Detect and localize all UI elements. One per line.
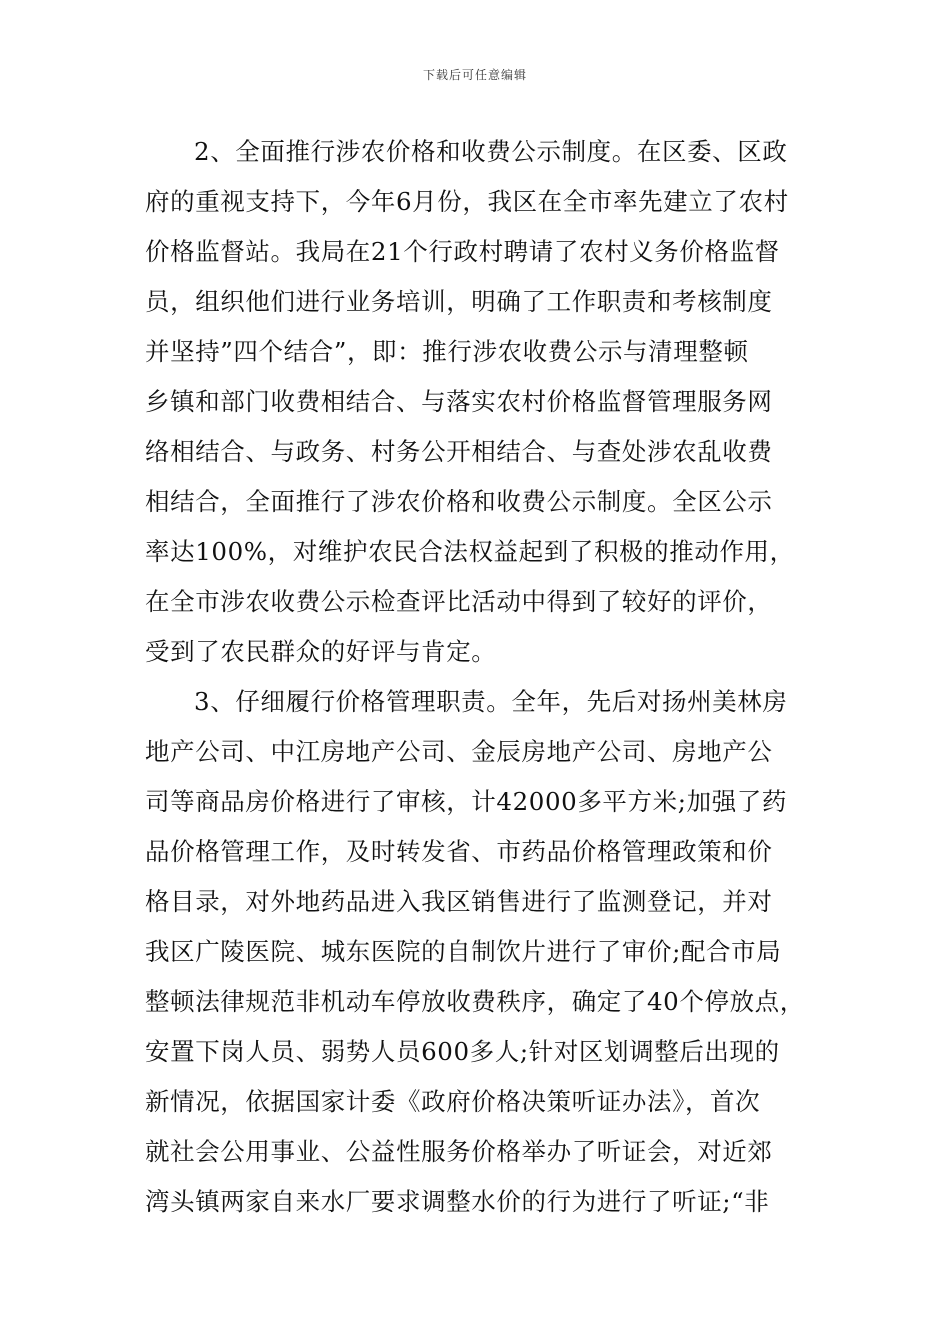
text-line: 相结合，全面推行了涉农价格和收费公示制度。全区公示 (145, 487, 773, 516)
paragraph-1 (145, 127, 811, 677)
text-line: 品价格管理工作，及时转发省、市药品价格管理政策和价 (145, 837, 773, 866)
text-line: 3、仔细履行价格管理职责。全年，先后对扬州美林房 (194, 687, 788, 716)
text-line: 司等商品房价格进行了审核，计42000多平方米;加强了药 (145, 787, 787, 816)
text-line: 受到了农民群众的好评与肯定。 (145, 637, 497, 666)
text-line: 乡镇和部门收费相结合、与落实农村价格监督管理服务网 (145, 387, 773, 416)
text-line: 新情况，依据国家计委《政府价格决策听证办法》，首次 (145, 1087, 761, 1116)
text-line: 率达100%，对维护农民合法权益起到了积极的推动作用， (145, 537, 795, 566)
text-line: 安置下岗人员、弱势人员600多人;针对区划调整后出现的 (145, 1037, 780, 1066)
paragraph-2 (145, 677, 811, 1227)
text-line: 地产公司、中江房地产公司、金辰房地产公司、房地产公 (145, 737, 773, 766)
text-line: 整顿法律规范非机动车停放收费秩序，确定了40个停放点， (145, 987, 805, 1016)
text-line: 价格监督站。我局在21个行政村聘请了农村义务价格监督 (145, 237, 780, 266)
text-line: 员，组织他们进行业务培训，明确了工作职责和考核制度 (145, 287, 773, 316)
text-line: 在全市涉农收费公示检查评比活动中得到了较好的评价， (145, 587, 773, 616)
page-header: 下载后可任意编辑 (422, 68, 527, 82)
text-line: 2、全面推行涉农价格和收费公示制度。在区委、区政 (194, 137, 788, 166)
text-line: 格目录，对外地药品进入我区销售进行了监测登记，并对 (145, 887, 773, 916)
text-line: 络相结合、与政务、村务公开相结合、与查处涉农乱收费 (145, 437, 773, 466)
text-line: 就社会公用事业、公益性服务价格举办了听证会，对近郊 (145, 1137, 773, 1166)
text-line: 湾头镇两家自来水厂要求调整水价的行为进行了听证;“非 (145, 1187, 770, 1216)
text-line: 府的重视支持下，今年6月份，我区在全市率先建立了农村 (145, 187, 789, 216)
document-body (145, 127, 811, 1227)
text-line: 并坚持”四个结合”，即：推行涉农收费公示与清理整顿 (145, 337, 749, 366)
text-line: 我区广陵医院、城东医院的自制饮片进行了审价;配合市局 (145, 937, 782, 966)
